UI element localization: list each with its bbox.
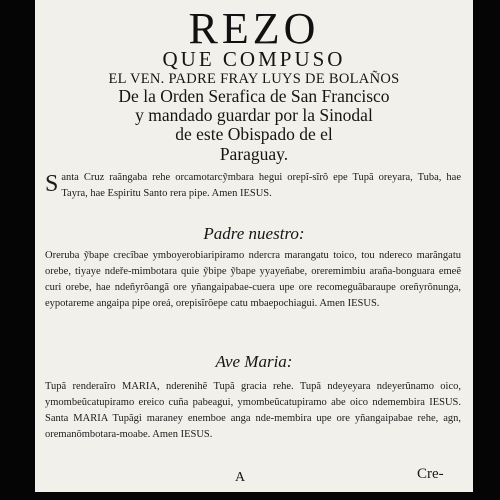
signature-mark: A (235, 470, 246, 485)
title-line-6: Paraguay. (219, 144, 289, 164)
ave-maria-heading: Ave Maria: (215, 352, 293, 371)
title-line-2: EL VEN. PADRE FRAY LUYS DE BOLAÑOS (108, 71, 400, 87)
ave-maria-text: Tupã renderaĩro MARIA, nderenihẽ Tupã gracia rehe. Tupã ndeyeyara ndeyerũnamo oico, ymombeũcatupiramo ereico cuña pabeagui, ymombeũcatupiramo abe oico ndemembira IESUS. Santa MARIA Tupãgi maraney enemboe anga nde-membira upe ore yñangaipabae rehe, agn, oremanõmbotara-moabe. Amen IESUS. (45, 381, 461, 440)
padre-nuestro-text: Oreruba ỹbape crecĩbae ymboyerobiaripiramo ndercra marangatu toico, tou ndereco marãngatu orebe, tiyaye ndeře-mimbotara quie ỹbipe ỹbape yyayeñabe, oreremimbiu araña-bonguara emeẽ curi orebe, hae ndeñyrõangã ore yñangaipabae-cuera upe ore recomeguãbaraupe oreñyrõnunga, eypotareme angaipa pipe oreá, orepisĩrõepe catu mbaepochiagui. Amen IESUS. (45, 250, 461, 309)
title-line-1: QUE COMPUSO (162, 47, 346, 71)
drop-cap: S (45, 171, 59, 197)
catchword: Cre- (417, 466, 444, 482)
title-line-3: De la Orden Serafica de San Francisco (118, 86, 390, 106)
document-title: REZO (188, 4, 320, 53)
sign-of-cross-text: anta Cruz raãngaba rehe orcamotarcỹmbara hegui orepĩ-sĩrõ epe Tupã oreyara, Tuba, hae Tayra, hae Espiritu Santo rera pipe. Amen IESUS. (61, 172, 461, 199)
title-line-4: y mandado guardar por la Sinodal (135, 105, 373, 125)
padre-nuestro-heading: Padre nuestro: (203, 224, 305, 243)
sign-of-cross-paragraph (45, 170, 461, 202)
document-page (35, 0, 473, 492)
title-line-5: de este Obispado de el (175, 124, 333, 144)
